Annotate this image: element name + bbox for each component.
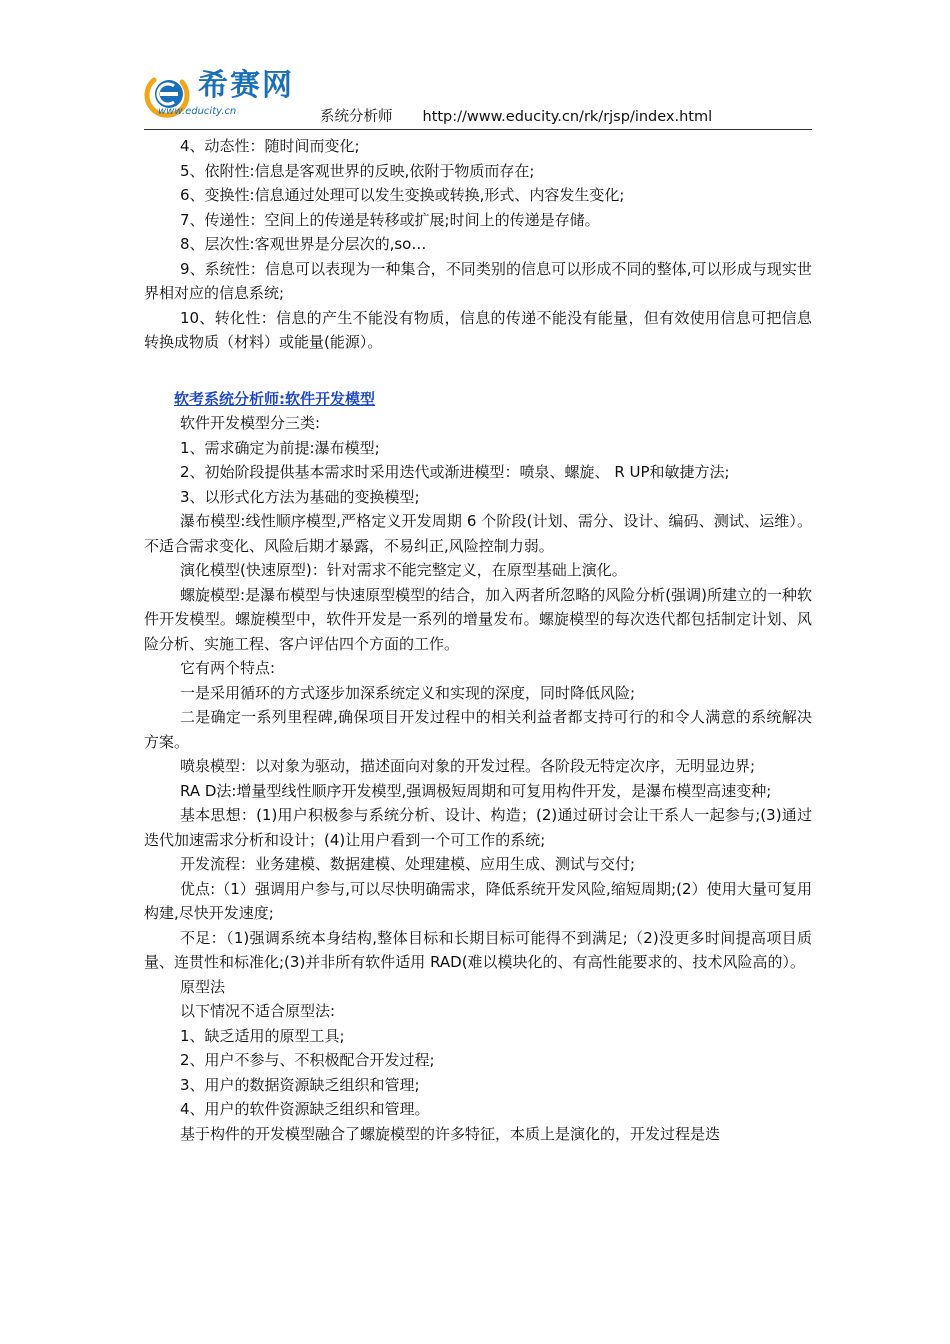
paragraph: 基于构件的开发模型融合了螺旋模型的许多特征，本质上是演化的，开发过程是迭 [180,1124,721,1143]
paragraph: 瀑布模型:线性顺序模型,严格定义开发周期 6 个阶段(计划、需分、设计、编码、测试、运维）。不适合需求变化、风险后期才暴露，不易纠正,风险控制力弱。 [144,512,812,555]
paragraph: 原型法 [180,977,226,996]
paragraph: 1、缺乏适用的原型工具; [180,1026,345,1045]
paragraph: 优点:（1）强调用户参与,可以尽快明确需求，降低系统开发风险,缩短周期;(2）使用大量可复用构建,尽快开发速度; [144,879,812,922]
header-divider [144,129,812,130]
paragraph: 开发流程：业务建模、数据建模、处理建模、应用生成、测试与交付; [180,855,636,873]
paragraph: 3、用户的数据资源缺乏组织和管理; [180,1075,420,1094]
logo-brand-name: 希赛网 [198,68,294,103]
paragraph: 一是采用循环的方式逐步加深系统定义和实现的深度，同时降低风险; [180,683,636,702]
header-url-link[interactable]: http://www.educity.cn/rk/rjsp/index.html [422,109,713,125]
paragraph: 不足：（1)强调系统本身结构,整体目标和长期目标可能得不到满足;（2)没更多时间提高项目质量、连贯性和标准化;(3)并非所有软件适用 RAD(难以模块化的、有高性能要求的、技术风险高的）。 [144,928,812,971]
paragraph: 10、转化性：信息的产生不能没有物质，信息的传递不能没有能量，但有效使用信息可把信息转换成物质（材料）或能量(能源）。 [144,308,812,351]
logo-url: www.educity.cn [158,106,237,117]
document-body [144,134,812,1146]
paragraph: 9、系统性：信息可以表现为一种集合，不同类别的信息可以形成不同的整体,可以形成与现实世界相对应的信息系统; [144,259,812,302]
paragraph: 二是确定一系列里程碑,确保项目开发过程中的相关利益者都支持可行的和令人满意的系统解决方案。 [144,708,812,751]
educity-logo[interactable] [144,66,314,126]
paragraph: 5、依附性:信息是客观世界的反映,依附于物质而存在; [180,161,535,180]
paragraph: 1、需求确定为前提:瀑布模型; [180,438,380,457]
paragraph: 基本思想：(1)用户积极参与系统分析、设计、构造；(2)通过研讨会让干系人一起参与;(3)通过迭代加速需求分析和设计；(4)让用户看到一个可工作的系统; [144,806,812,849]
header-section: 系统分析师 [320,109,393,125]
paragraph: 2、用户不参与、不积极配合开发过程; [180,1051,435,1069]
paragraph: 软件开发模型分三类: [180,414,321,432]
page-header [144,66,812,130]
paragraph: 螺旋模型:是瀑布模型与快速原型模型的结合，加入两者所忽略的风险分析(强调)所建立的一种软件开发模型。螺旋模型中，软件开发是一系列的增量发布。螺旋模型的每次迭代都包括制定计划、风险分析、实施工程、客户评估四个方面的工作。 [144,585,812,653]
paragraph: 7、传递性：空间上的传递是转移或扩展;时间上的传递是存储。 [180,210,600,229]
paragraph: 2、初始阶段提供基本需求时采用迭代或渐进模型：喷泉、螺旋、 R UP和敏捷方法; [180,463,730,481]
paragraph: 6、变换性:信息通过处理可以发生变换或转换,形式、内容发生变化; [180,186,625,204]
paragraph: 演化模型(快速原型)：针对需求不能完整定义，在原型基础上演化。 [180,561,627,579]
paragraph: 4、用户的软件资源缺乏组织和管理。 [180,1100,430,1118]
header-info [320,107,712,127]
paragraph: 4、动态性：随时间而变化; [180,137,360,155]
paragraph: 以下情况不适合原型法: [180,1002,336,1020]
paragraph: 它有两个特点: [180,659,276,677]
paragraph: 喷泉模型：以对象为驱动，描述面向对象的开发过程。各阶段无特定次序，无明显边界; [180,757,756,775]
article-title-link[interactable]: 软考系统分析师:软件开发模型 [174,389,375,408]
paragraph: RA D法:增量型线性顺序开发模型,强调极短周期和可复用构件开发，是瀑布模型高速变种; [180,781,772,800]
paragraph: 3、以形式化方法为基础的变换模型; [180,487,420,506]
paragraph: 8、层次性:客观世界是分层次的,so… [180,235,427,253]
